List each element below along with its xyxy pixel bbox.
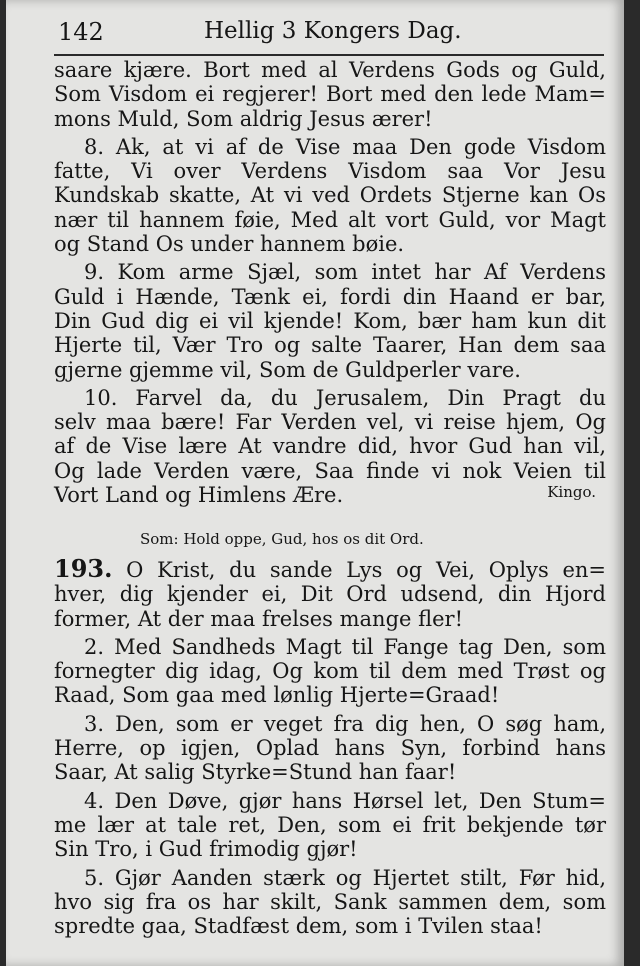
text-line: 5. Gjør Aanden stærk og Hjertet stilt, Før hid, <box>84 865 606 890</box>
text-line: selv maa bære! Far Verden vel, vi reise hjem, Og <box>54 410 606 435</box>
text-line: 3. Den, som er veget fra dig hen, O søg ham, <box>84 711 606 736</box>
text-line: Herre, op igjen, Oplad hans Syn, forbind hans <box>54 736 606 761</box>
text-line: hvo sig fra os har skilt, Sank sammen dem, som <box>54 889 606 914</box>
text-line: Hjerte til, Vær Tro og salte Taarer, Han dem saa <box>54 333 606 358</box>
text-line: Raad, Som gaa med lønlig Hjerte=Graad! <box>54 683 500 708</box>
text-line: nær til hannem føie, Med alt vort Guld, vor Magt <box>54 207 606 232</box>
text-line: 10. Farvel da, du Jerusalem, Din Pragt du <box>84 385 606 410</box>
hymn-193-verse-1 <box>54 554 606 631</box>
book-page <box>6 0 624 966</box>
text-line: af de Vise lære At vandre did, hvor Gud han vil, <box>54 434 606 459</box>
verse-8 <box>54 135 606 256</box>
hymn-193 <box>54 554 606 942</box>
hymn-193-verse-3 <box>54 712 606 785</box>
text-line <box>54 554 606 583</box>
text-line: me lær at tale ret, Den, som ei frit bekjende tør <box>54 812 606 837</box>
running-title: Hellig 3 Kongers Dag. <box>204 18 462 44</box>
text-line: Din Gud dig ei vil kjende! Kom, bær ham kun dit <box>54 308 606 333</box>
text-fragment: O Krist, du sande Lys og Vei, Oplys en= <box>126 558 606 582</box>
melody-note: Som: Hold oppe, Gud, hos os dit Ord. <box>140 530 424 548</box>
hymn-193-verse-5 <box>54 866 606 939</box>
page-header <box>54 16 602 52</box>
verse-10 <box>54 386 606 507</box>
page-text <box>54 58 606 511</box>
text-line: gjerne gjemme vil, Som de Guldperler vare. <box>54 357 521 382</box>
header-rule <box>54 54 604 56</box>
text-line: fornegter dig idag, Og kom til dem med Trøst og <box>54 659 606 684</box>
text-line: hver, dig kjender ei, Dit Ord udsend, din Hjord <box>54 582 606 607</box>
verse-9 <box>54 260 606 381</box>
hymn-193-verse-4 <box>54 789 606 862</box>
text-line: Som Visdom ei regjerer! Bort med den lede Mam= <box>54 82 606 107</box>
text-line: fatte, Vi over Verdens Visdom saa Vor Jesu <box>54 159 606 184</box>
text-line: Sin Tro, i Gud frimodig gjør! <box>54 837 358 862</box>
text-line: spredte gaa, Stadfæst dem, som i Tvilen staa! <box>54 914 543 939</box>
hymn-number: 193. <box>54 554 113 583</box>
page-number: 142 <box>58 18 104 46</box>
verse-continuation <box>54 58 606 131</box>
author-attribution: Kingo. <box>547 483 596 501</box>
text-line: og Stand Os under hannem bøie. <box>54 232 405 257</box>
text-line: saare kjære. Bort med al Verdens Gods og Guld, <box>54 58 606 82</box>
text-line: Og lade Verden være, Saa finde vi nok Veien til <box>54 458 606 483</box>
text-line: Kundskab skatte, At vi ved Ordets Stjerne kan Os <box>54 183 606 208</box>
hymn-193-verse-2 <box>54 635 606 708</box>
text-line: 2. Med Sandheds Magt til Fange tag Den, som <box>84 634 606 659</box>
text-line: Guld i Hænde, Tænk ei, fordi din Haand er bar, <box>54 284 606 309</box>
text-line: Vort Land og Himlens Ære. <box>54 483 344 508</box>
text-line: 9. Kom arme Sjæl, som intet har Af Verdens <box>84 260 606 285</box>
text-line: mons Muld, Som aldrig Jesus ærer! <box>54 106 433 131</box>
text-line: former, At der maa frelses mange fler! <box>54 606 464 631</box>
text-line: Saar, At salig Styrke=Stund han faar! <box>54 760 457 785</box>
text-line: 8. Ak, at vi af de Vise maa Den gode Visdom <box>84 134 606 159</box>
text-line: 4. Den Døve, gjør hans Hørsel let, Den Stum= <box>84 788 606 813</box>
